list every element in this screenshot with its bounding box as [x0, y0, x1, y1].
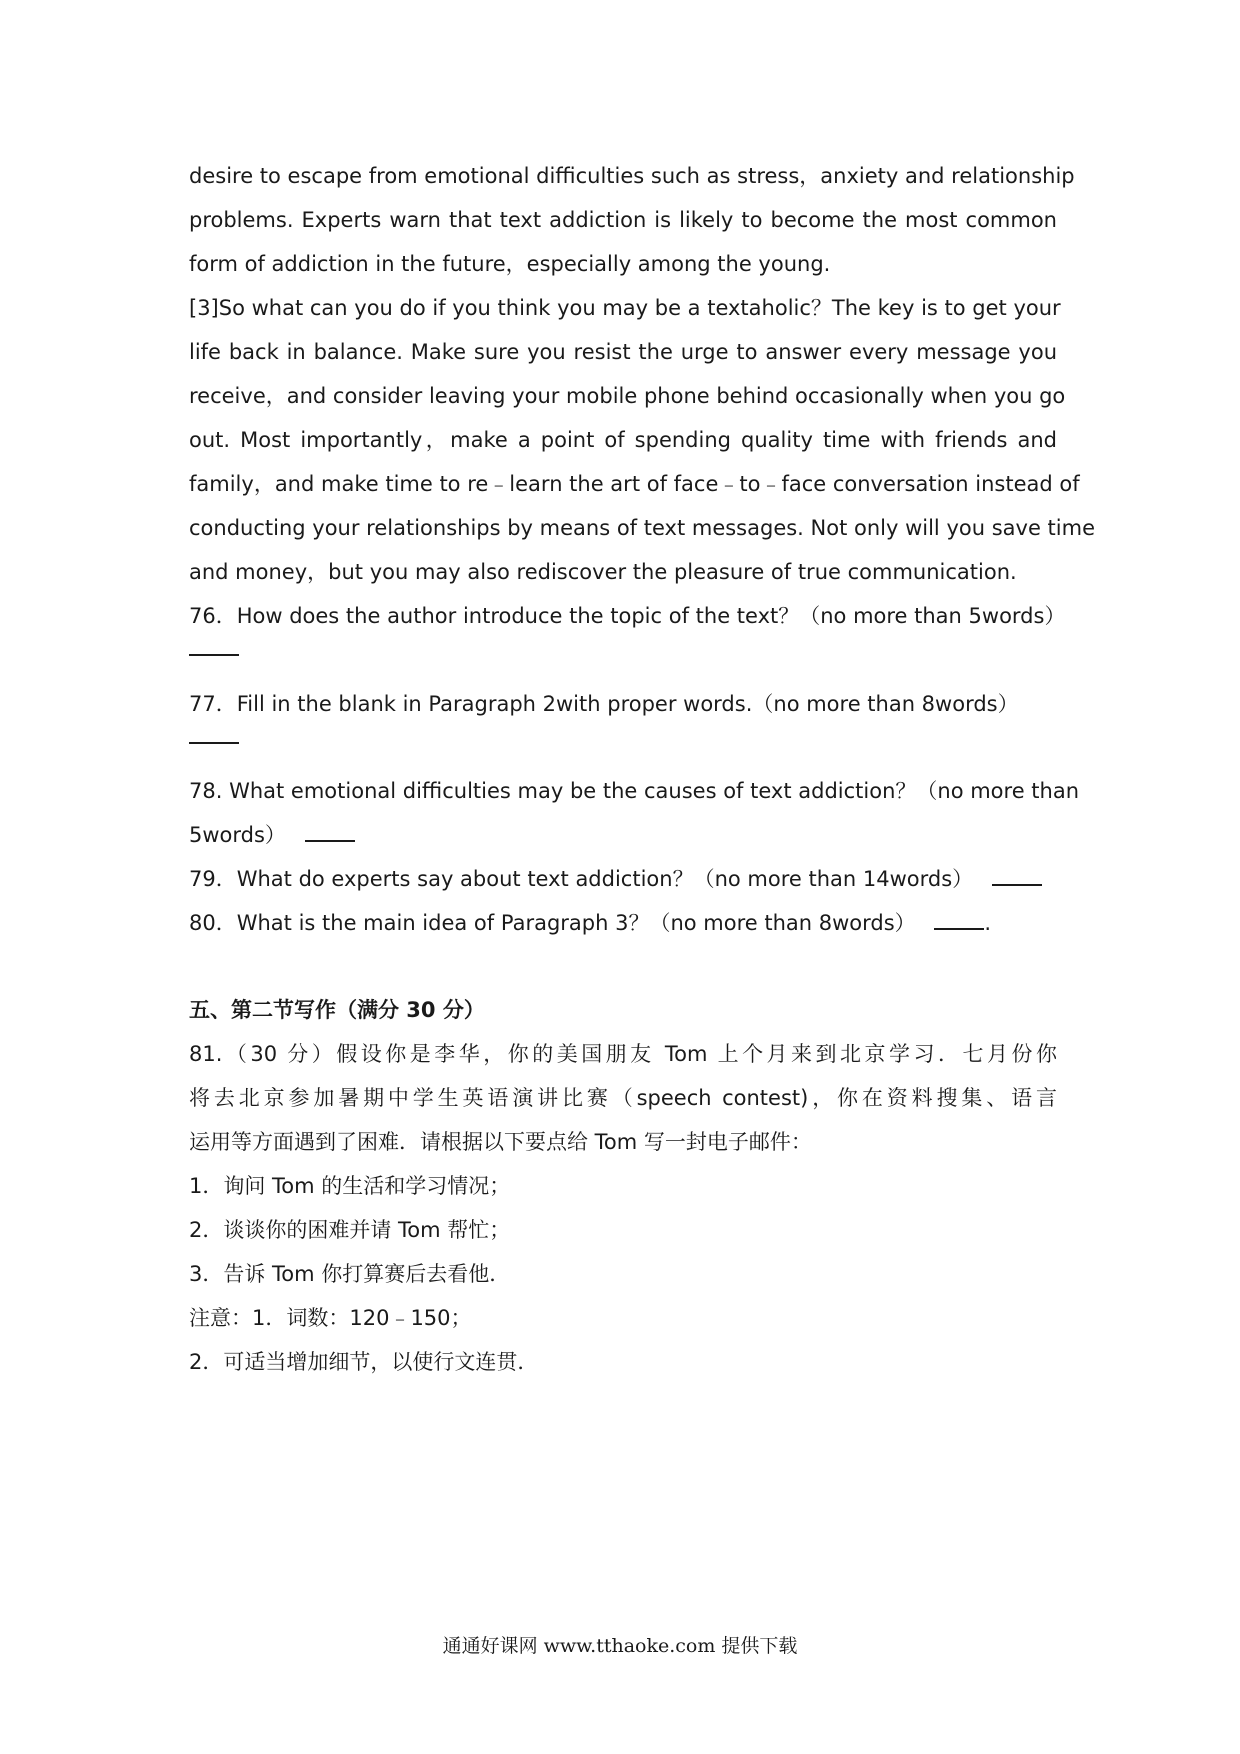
question-79-line: [189, 864, 1057, 894]
passage-p2-line-2: problems. Experts warn that text addiction is likely to become the most common: [189, 208, 1057, 232]
writing-prompt-line-3: 运用等方面遇到了困难．请根据以下要点给 Tom 写一封电子邮件：: [189, 1130, 812, 1154]
writing-prompt-line-1: 81.（30 分）假设你是李华，你的美国朋友 Tom 上个月来到北京学习．七月份你: [189, 1042, 1057, 1066]
question-80-line: [189, 908, 1057, 938]
writing-prompt-line-2: 将去北京参加暑期中学生英语演讲比赛（speech contest)，你在资料搜集、语言: [189, 1086, 1057, 1110]
writing-point-1: 1．询问 Tom 的生活和学习情况；: [189, 1174, 511, 1198]
answer-blank-78[interactable]: [305, 822, 355, 842]
question-78-line-2: [189, 820, 1057, 850]
question-79: 79．What do experts say about text addiction？（no more than 14words）: [189, 867, 974, 891]
writing-note-2: 2．可适当增加细节，以使行文连贯．: [189, 1350, 539, 1374]
writing-point-2: 2．谈谈你的困难并请 Tom 帮忙；: [189, 1218, 511, 1242]
answer-blank-79[interactable]: [992, 866, 1042, 886]
passage-p3-line-6: conducting your relationships by means of text messages. Not only will you save time: [189, 516, 1095, 540]
writing-note-1: 注意：1．词数：120﹣150；: [189, 1306, 472, 1330]
question-77: 77．Fill in the blank in Paragraph 2with proper words.（no more than 8words）: [189, 692, 1019, 716]
answer-blank-80[interactable]: [934, 910, 984, 930]
page-footer: 通通好课网 www.tthaoke.com 提供下载: [442, 1635, 798, 1657]
section-heading: 五、第二节写作（满分 30 分）: [189, 998, 485, 1022]
question-80: 80．What is the main idea of Paragraph 3？（no more than 8words）: [189, 911, 916, 935]
question-80-period: .: [984, 911, 992, 935]
passage-p3-line-3: receive，and consider leaving your mobile phone behind occasionally when you go: [189, 384, 1066, 408]
passage-p3-line-7: and money，but you may also rediscover the pleasure of true communication.: [189, 560, 1017, 584]
passage-p3-line-5: family，and make time to re﹣learn the art of face﹣to﹣face conversation instead of: [189, 472, 1080, 496]
answer-blank-77[interactable]: [189, 742, 239, 744]
answer-blank-76[interactable]: [189, 654, 239, 656]
passage-p2-line-1: desire to escape from emotional difficulties such as stress，anxiety and relationship: [189, 164, 1075, 188]
passage-p3-line-1: [3]So what can you do if you think you may be a textaholic？The key is to get your: [189, 296, 1061, 320]
passage-p2-line-3: form of addiction in the future，especially among the young.: [189, 252, 831, 276]
passage-p3-line-2: life back in balance. Make sure you resist the urge to answer every message you: [189, 340, 1057, 364]
question-78-line-1: 78. What emotional difficulties may be the causes of text addiction？（no more than: [189, 779, 1080, 803]
writing-point-3: 3．告诉 Tom 你打算赛后去看他．: [189, 1262, 511, 1286]
passage-p3-line-4: out. Most importantly，make a point of spending quality time with friends and: [189, 428, 1057, 452]
question-76: 76．How does the author introduce the topic of the text？（no more than 5words）: [189, 604, 1066, 628]
question-78-suffix: 5words）: [189, 823, 286, 847]
